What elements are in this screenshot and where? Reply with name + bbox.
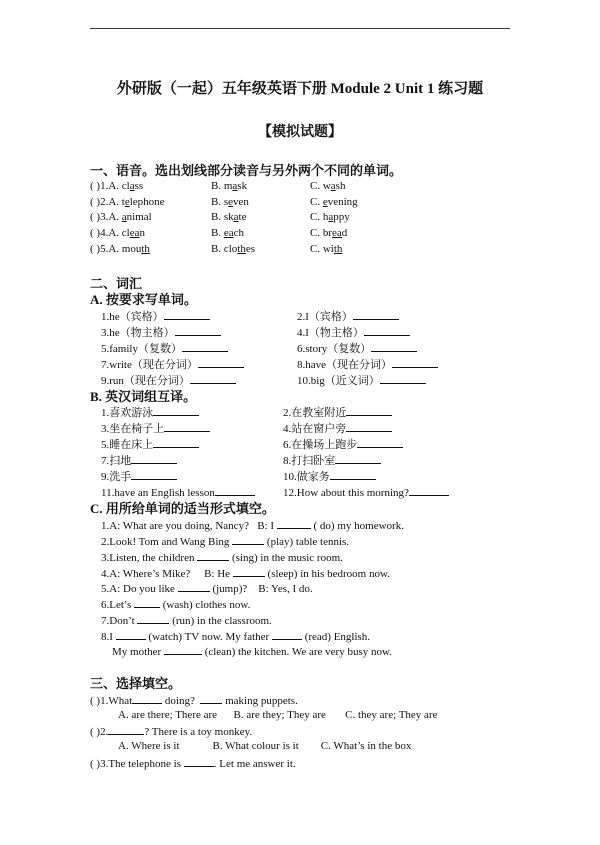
page-title: 外研版（一起）五年级英语下册 Module 2 Unit 1 练习题: [116, 81, 484, 97]
p2b-item-8: 8.打扫卧室: [283, 452, 381, 468]
answer-blank[interactable]: [197, 549, 229, 561]
option-a: ( )4.A. clean: [90, 227, 145, 239]
answer-blank[interactable]: [232, 533, 264, 545]
answer-blank[interactable]: [132, 692, 162, 704]
answer-blank[interactable]: [153, 436, 199, 448]
p2b-item-5: 5.睡在床上: [101, 436, 199, 452]
p2a-item-10: 10.big（近义词）: [297, 372, 426, 388]
answer-blank[interactable]: [200, 692, 222, 704]
p2a-item-4: 4.I（物主格）: [297, 324, 410, 340]
answer-blank[interactable]: [371, 340, 417, 352]
part3-heading: 三、选择填空。: [90, 676, 182, 691]
option-c: C. wash: [310, 180, 346, 192]
choice-options-2: A. Where is it B. What colour is it C. What’s in the box: [118, 740, 412, 752]
answer-blank[interactable]: [335, 452, 381, 464]
answer-blank[interactable]: [357, 436, 403, 448]
part2a-heading: A. 按要求写单词。: [90, 292, 197, 307]
answer-blank[interactable]: [134, 596, 160, 608]
p2b-item-1: 1.喜欢游泳: [101, 404, 199, 420]
answer-blank[interactable]: [409, 484, 449, 496]
p2a-item-6: 6.story（复数）: [297, 340, 417, 356]
p2a-item-7: 7.write（现在分词）: [101, 356, 244, 372]
fill-question-8: 8.I (watch) TV now. My father (read) English.: [101, 628, 370, 644]
answer-blank[interactable]: [364, 324, 410, 336]
choice-options-1: A. are there; There are B. are they; They are C. they are; They are: [118, 709, 438, 721]
option-c: C. with: [310, 243, 343, 255]
option-b: B. clothes: [211, 243, 256, 255]
part1-heading: 一、语音。选出划线部分读音与另外两个不同的单词。: [90, 163, 403, 178]
answer-blank[interactable]: [277, 517, 311, 529]
answer-blank[interactable]: [353, 308, 399, 320]
fill-question-2: 2.Look! Tom and Wang Bing (play) table tennis.: [101, 533, 349, 549]
p2b-item-9: 9.洗手: [101, 468, 177, 484]
answer-blank[interactable]: [182, 340, 228, 352]
answer-blank[interactable]: [178, 580, 210, 592]
answer-blank[interactable]: [108, 723, 144, 735]
fill-question-4: 4.A: Where’s Mike? B: He (sleep) in his bedroom now.: [101, 565, 390, 581]
answer-blank[interactable]: [190, 372, 236, 384]
p2b-item-6: 6.在操场上跑步: [283, 436, 403, 452]
choice-question-3: ( )3.The telephone is . Let me answer it.: [90, 755, 296, 771]
answer-blank[interactable]: [233, 565, 265, 577]
option-c: C. evening: [310, 196, 358, 208]
p2a-item-8: 8.have（现在分词）: [297, 356, 438, 372]
p2a-item-2: 2.I（宾格）: [297, 308, 399, 324]
answer-blank[interactable]: [153, 404, 199, 416]
fill-question-7: 7.Don’t (run) in the classroom.: [101, 612, 272, 628]
answer-blank[interactable]: [215, 484, 255, 496]
option-b: B. seven: [211, 196, 249, 208]
fill-question-5: 5.A: Do you like (jump)? B: Yes, I do.: [101, 580, 313, 596]
answer-blank[interactable]: [272, 628, 302, 640]
option-c: C. happy: [310, 211, 350, 223]
option-a: ( )1.A. class: [90, 180, 144, 192]
answer-blank[interactable]: [198, 356, 244, 368]
answer-blank[interactable]: [330, 468, 376, 480]
answer-blank[interactable]: [175, 324, 221, 336]
choice-question-1: ( )1.What doing? making puppets.: [90, 692, 298, 708]
answer-blank[interactable]: [392, 356, 438, 368]
option-a: ( )3.A. animal: [90, 211, 152, 223]
option-c: C. bread: [310, 227, 348, 239]
top-rule: [90, 28, 510, 29]
answer-blank[interactable]: [131, 452, 177, 464]
answer-blank[interactable]: [116, 628, 146, 640]
answer-blank[interactable]: [164, 420, 210, 432]
choice-question-2: ( )2. ? There is a toy monkey.: [90, 723, 252, 739]
part2c-heading: C. 用所给单词的适当形式填空。: [90, 501, 275, 516]
option-b: B. mask: [211, 180, 248, 192]
part2-heading: 二、词汇: [90, 276, 143, 291]
p2b-item-11: 11.have an English lesson: [101, 484, 255, 500]
option-a: ( )2.A. telephone: [90, 196, 165, 208]
answer-blank[interactable]: [131, 468, 177, 480]
fill-question-8-cont: My mother (clean) the kitchen. We are very busy now.: [112, 643, 392, 659]
fill-question-1: 1.A: What are you doing, Nancy? B: I ( do) my homework.: [101, 517, 404, 533]
part2b-heading: B. 英汉词组互译。: [90, 389, 197, 404]
answer-blank[interactable]: [346, 404, 392, 416]
p2a-item-9: 9.run（现在分词）: [101, 372, 236, 388]
p2b-item-7: 7.扫地: [101, 452, 177, 468]
p2b-item-2: 2.在教室附近: [283, 404, 392, 420]
p2b-item-12: 12.How about this morning?: [283, 484, 449, 500]
p2b-item-4: 4.站在窗户旁: [283, 420, 392, 436]
fill-question-6: 6.Let’s (wash) clothes now.: [101, 596, 250, 612]
option-b: B. each: [211, 227, 244, 239]
p2a-item-3: 3.he（物主格）: [101, 324, 221, 340]
page-subtitle: 【模拟试题】: [258, 125, 342, 140]
answer-blank[interactable]: [380, 372, 426, 384]
p2a-item-1: 1.he（宾格）: [101, 308, 210, 324]
answer-blank[interactable]: [137, 612, 169, 624]
option-b: B. skate: [211, 211, 247, 223]
answer-blank[interactable]: [346, 420, 392, 432]
answer-blank[interactable]: [184, 755, 214, 767]
p2b-item-10: 10.做家务: [283, 468, 376, 484]
p2b-item-3: 3.坐在椅子上: [101, 420, 210, 436]
answer-blank[interactable]: [164, 643, 202, 655]
p2a-item-5: 5.family（复数）: [101, 340, 228, 356]
fill-question-3: 3.Listen, the children (sing) in the music room.: [101, 549, 343, 565]
answer-blank[interactable]: [164, 308, 210, 320]
option-a: ( )5.A. mouth: [90, 243, 150, 255]
